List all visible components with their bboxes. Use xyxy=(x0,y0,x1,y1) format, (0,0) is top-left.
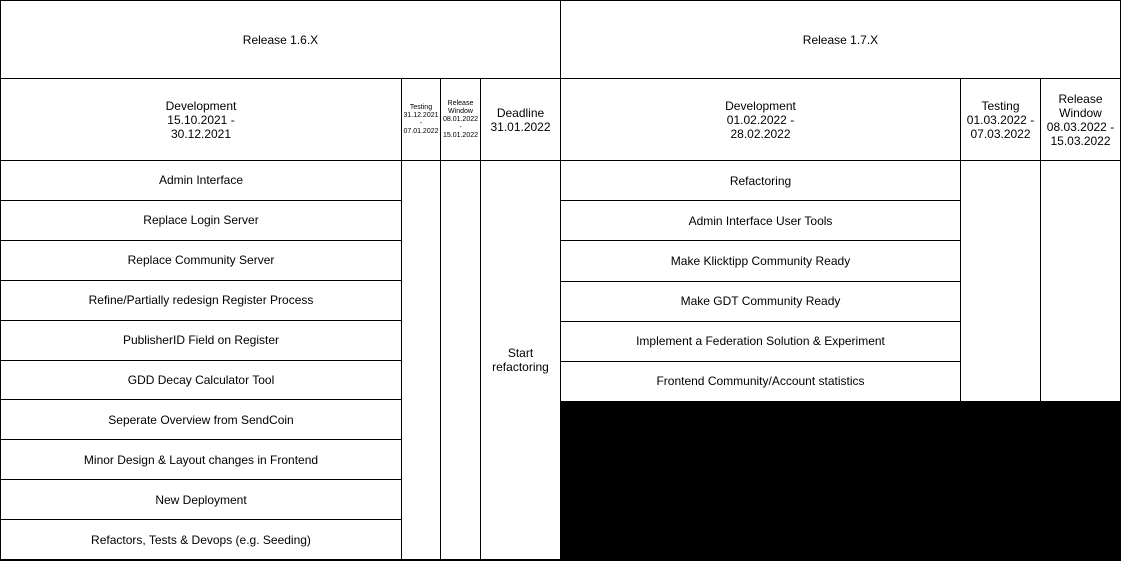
release-window-column xyxy=(441,161,481,559)
release-window-header xyxy=(441,79,481,160)
testing-column xyxy=(402,161,441,559)
task-row: Refactors, Tests & Devops (e.g. Seeding) xyxy=(91,532,311,547)
release-window-header-line: 08.01.2022 xyxy=(442,115,479,123)
release-title xyxy=(1,1,560,79)
task-row: PublisherID Field on Register xyxy=(1,321,401,361)
development-header-line: 30.12.2021 xyxy=(170,126,232,141)
release-body xyxy=(561,161,1120,559)
development-header-line: 15.10.2021 - xyxy=(167,112,235,127)
testing-header xyxy=(402,79,441,160)
development-header-line: 01.02.2022 - xyxy=(726,112,795,127)
testing-column xyxy=(961,161,1041,401)
release-body-top xyxy=(561,161,1120,401)
release-window-header xyxy=(1041,79,1120,160)
testing-header-line: 07.03.2022 xyxy=(970,126,1031,141)
release-window-header-line: 15.01.2022 xyxy=(442,131,479,139)
task-row: Minor Design & Layout changes in Frontend xyxy=(1,440,401,480)
release-section-1-7 xyxy=(561,1,1120,559)
task-row: Make Klicktipp Community Ready xyxy=(561,241,960,281)
release-window-header-line: Window xyxy=(1059,105,1102,120)
testing-header-line: 31.12.2021 xyxy=(403,111,439,119)
release-title-text: Release 1.6.X xyxy=(242,32,319,47)
release-window-header-line: Window xyxy=(448,107,473,115)
development-header-line: Development xyxy=(725,98,796,113)
task-row: Admin Interface xyxy=(1,161,401,201)
testing-header-line: 01.03.2022 - xyxy=(966,112,1035,127)
deadline-note: Start refactoring xyxy=(492,346,549,374)
testing-header-line: - xyxy=(419,119,423,127)
release-window-header-line: - xyxy=(459,123,462,131)
task-row: Replace Login Server xyxy=(1,201,401,241)
redacted-block xyxy=(561,401,1120,559)
deadline-header xyxy=(481,79,560,160)
release-window-header-line: 15.03.2022 xyxy=(1050,133,1111,148)
tasks-column xyxy=(1,161,402,559)
task-row: Refactoring xyxy=(561,161,960,201)
release-body xyxy=(1,161,560,559)
task-row: GDD Decay Calculator Tool xyxy=(1,361,401,401)
development-header xyxy=(1,79,402,160)
task-row: Replace Community Server xyxy=(1,241,401,281)
release-title-text: Release 1.7.X xyxy=(802,32,879,47)
deadline-header-line: Deadline xyxy=(496,105,545,120)
column-headers xyxy=(561,79,1120,161)
testing-header xyxy=(961,79,1041,160)
testing-header-line: Testing xyxy=(409,103,433,111)
column-headers xyxy=(1,79,560,161)
deadline-header-line: 31.01.2022 xyxy=(490,119,551,134)
release-window-header-line: Release xyxy=(1058,91,1103,106)
task-row: Seperate Overview from SendCoin xyxy=(1,400,401,440)
task-row: Make GDT Community Ready xyxy=(561,282,960,322)
deadline-column xyxy=(481,161,560,559)
development-header xyxy=(561,79,961,160)
task-row: Frontend Community/Account statistics xyxy=(656,374,865,389)
task-row: New Deployment xyxy=(1,480,401,520)
task-row: Refine/Partially redesign Register Process xyxy=(1,281,401,321)
release-title xyxy=(561,1,1120,79)
testing-header-line: Testing xyxy=(981,98,1020,113)
task-row: Admin Interface User Tools xyxy=(561,201,960,241)
development-header-line: Development xyxy=(165,98,237,113)
tasks-column xyxy=(561,161,961,401)
task-row: Implement a Federation Solution & Experiment xyxy=(561,322,960,362)
release-window-column xyxy=(1041,161,1120,401)
release-window-header-line: Release xyxy=(447,99,474,107)
testing-header-line: 07.01.2022 xyxy=(403,127,439,135)
release-window-header-line: 08.03.2022 - xyxy=(1046,119,1115,134)
release-section-1-6 xyxy=(1,1,561,559)
development-header-line: 28.02.2022 xyxy=(730,126,791,141)
